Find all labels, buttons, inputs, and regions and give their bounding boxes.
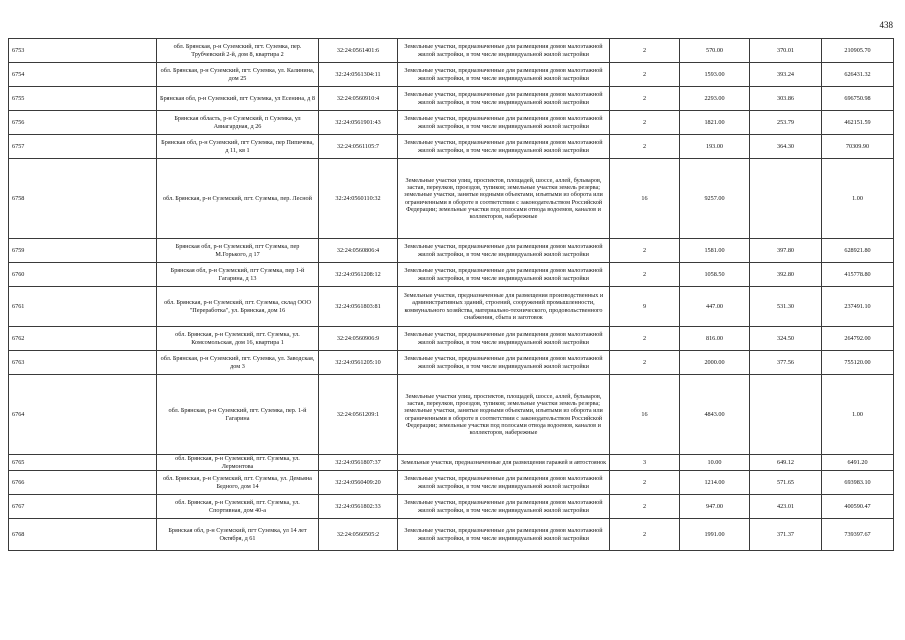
area-cell: 570.00 bbox=[680, 39, 750, 63]
specific-value-cell: 649.12 bbox=[750, 455, 822, 471]
land-use-cell: Земельные участки, предназначенные для размещения домов малоэтажной жилой застройки, в том числе индивидуальной жилой застройки bbox=[398, 87, 610, 111]
specific-value-cell: 370.01 bbox=[750, 39, 822, 63]
address-cell: обл. Брянская, р-н Суземский, пгт. Суземка, пер. 1-й Гагарина bbox=[157, 375, 319, 455]
use-group-cell: 2 bbox=[610, 111, 680, 135]
table-row bbox=[9, 87, 894, 111]
cadastral-number-cell: 32:24:0561205:10 bbox=[319, 351, 398, 375]
land-use-cell: Земельные участки, предназначенные для размещения домов малоэтажной жилой застройки, в том числе индивидуальной жилой застройки bbox=[398, 519, 610, 551]
row-number: 6758 bbox=[9, 159, 157, 239]
table-row bbox=[9, 159, 894, 239]
row-number: 6754 bbox=[9, 63, 157, 87]
address-cell: обл. Брянская, р-н Суземский, пгт. Суземка, ул. Комсомольская, дом 16, квартира 1 bbox=[157, 327, 319, 351]
land-use-cell: Земельные участки, предназначенные для размещения домов малоэтажной жилой застройки, в том числе индивидуальной жилой застройки bbox=[398, 471, 610, 495]
use-group-cell: 9 bbox=[610, 287, 680, 327]
address-cell: Брянская обл, р-н Суземский, пгт Суземка, пер М.Горького, д 17 bbox=[157, 239, 319, 263]
cadastral-number-cell: 32:24:0560806:4 bbox=[319, 239, 398, 263]
cadastral-value-cell: 210905.70 bbox=[822, 39, 894, 63]
cadastral-value-cell: 462151.59 bbox=[822, 111, 894, 135]
address-cell: Брянская обл, р-н Суземский, пгт Суземка, пер 1-й Гагарина, д 13 bbox=[157, 263, 319, 287]
cadastral-number-cell: 32:24:0560910:4 bbox=[319, 87, 398, 111]
use-group-cell: 2 bbox=[610, 239, 680, 263]
cadastral-value-cell: 6491.20 bbox=[822, 455, 894, 471]
specific-value-cell: 364.30 bbox=[750, 135, 822, 159]
cadastral-value-cell: 739397.67 bbox=[822, 519, 894, 551]
cadastral-value-cell: 70309.90 bbox=[822, 135, 894, 159]
cadastral-value-cell: 264792.00 bbox=[822, 327, 894, 351]
cadastral-number-cell: 32:24:0560906:9 bbox=[319, 327, 398, 351]
land-use-cell: Земельные участки, предназначенные для размещения домов малоэтажной жилой застройки, в том числе индивидуальной жилой застройки bbox=[398, 239, 610, 263]
specific-value-cell: 397.80 bbox=[750, 239, 822, 263]
row-number: 6766 bbox=[9, 471, 157, 495]
table-row bbox=[9, 327, 894, 351]
table-row bbox=[9, 455, 894, 471]
table-row bbox=[9, 519, 894, 551]
row-number: 6764 bbox=[9, 375, 157, 455]
area-cell: 2293.00 bbox=[680, 87, 750, 111]
table-row bbox=[9, 63, 894, 87]
cadastral-number-cell: 32:24:0560505:2 bbox=[319, 519, 398, 551]
use-group-cell: 2 bbox=[610, 39, 680, 63]
area-cell: 1821.00 bbox=[680, 111, 750, 135]
cadastral-number-cell: 32:24:0561802:33 bbox=[319, 495, 398, 519]
area-cell: 10.00 bbox=[680, 455, 750, 471]
address-cell: Брянская область, р-н Суземский, п Суземка, ул Авиагардная, д 26 bbox=[157, 111, 319, 135]
address-cell: обл. Брянская, р-н Суземский, пгт. Суземка, ул. Калинина, дом 25 bbox=[157, 63, 319, 87]
area-cell: 1991.00 bbox=[680, 519, 750, 551]
cadastral-number-cell: 32:24:0561105:7 bbox=[319, 135, 398, 159]
specific-value-cell bbox=[750, 159, 822, 239]
specific-value-cell: 377.56 bbox=[750, 351, 822, 375]
cadastral-value-cell: 626431.32 bbox=[822, 63, 894, 87]
row-number: 6765 bbox=[9, 455, 157, 471]
specific-value-cell: 571.65 bbox=[750, 471, 822, 495]
address-cell: обл. Брянская, р-н Суземский, пгт. Суземка, склад ООО "Переработка", ул. Брянская, дом 16 bbox=[157, 287, 319, 327]
address-cell: обл. Брянская, р-н Суземский, пгт. Суземка, пер. Лесной bbox=[157, 159, 319, 239]
address-cell: Брянская обл, р-н Суземский, пгт Суземка, пер Пипичева, д 11, кв 1 bbox=[157, 135, 319, 159]
use-group-cell: 2 bbox=[610, 63, 680, 87]
cadastral-number-cell: 32:24:0561807:37 bbox=[319, 455, 398, 471]
area-cell: 1593.00 bbox=[680, 63, 750, 87]
use-group-cell: 2 bbox=[610, 87, 680, 111]
land-use-cell: Земельные участки, предназначенные для размещения домов малоэтажной жилой застройки, в том числе индивидуальной жилой застройки bbox=[398, 39, 610, 63]
table-row bbox=[9, 375, 894, 455]
area-cell: 4843.00 bbox=[680, 375, 750, 455]
row-number: 6762 bbox=[9, 327, 157, 351]
use-group-cell: 2 bbox=[610, 495, 680, 519]
area-cell: 447.00 bbox=[680, 287, 750, 327]
table-row bbox=[9, 39, 894, 63]
use-group-cell: 3 bbox=[610, 455, 680, 471]
area-cell: 2000.00 bbox=[680, 351, 750, 375]
land-use-cell: Земельные участки, предназначенные для размещения домов малоэтажной жилой застройки, в том числе индивидуальной жилой застройки bbox=[398, 63, 610, 87]
row-number: 6756 bbox=[9, 111, 157, 135]
address-cell: Брянская обл, р-н Суземский, пгт Суземка, ул Есенина, д 8 bbox=[157, 87, 319, 111]
land-use-cell: Земельные участки улиц, проспектов, площадей, шоссе, аллей, бульваров, застав, переулков, проездов, тупиков; земельные участки земель резерва; земельные участки, занятые водными объектами, изъятыми из оборота или ограниченными в обороте в соответствии с законодательством Российской Федерации; земельные участки под полосами отвода водоемов, каналов и коллекторов, набережные bbox=[398, 159, 610, 239]
address-cell: обл. Брянская, р-н Суземский, пгт. Суземка, ул. Лермонтова bbox=[157, 455, 319, 471]
table-row bbox=[9, 239, 894, 263]
use-group-cell: 16 bbox=[610, 159, 680, 239]
table-row bbox=[9, 495, 894, 519]
specific-value-cell: 324.50 bbox=[750, 327, 822, 351]
page-number: 438 bbox=[879, 20, 893, 30]
specific-value-cell: 423.01 bbox=[750, 495, 822, 519]
land-use-cell: Земельные участки, предназначенные для размещения домов малоэтажной жилой застройки, в том числе индивидуальной жилой застройки bbox=[398, 351, 610, 375]
use-group-cell: 2 bbox=[610, 519, 680, 551]
cadastral-number-cell: 32:24:0561209:1 bbox=[319, 375, 398, 455]
row-number: 6768 bbox=[9, 519, 157, 551]
area-cell: 1581.00 bbox=[680, 239, 750, 263]
area-cell: 816.00 bbox=[680, 327, 750, 351]
use-group-cell: 2 bbox=[610, 135, 680, 159]
row-number: 6767 bbox=[9, 495, 157, 519]
cadastral-value-cell: 755120.00 bbox=[822, 351, 894, 375]
cadastral-value-cell: 400590.47 bbox=[822, 495, 894, 519]
address-cell: Брянская обл, р-н Суземский, пгт Суземка, ул 14 лет Октября, д 61 bbox=[157, 519, 319, 551]
area-cell: 193.00 bbox=[680, 135, 750, 159]
cadastral-value-cell: 696750.98 bbox=[822, 87, 894, 111]
row-number: 6753 bbox=[9, 39, 157, 63]
table-row bbox=[9, 263, 894, 287]
table-row bbox=[9, 287, 894, 327]
row-number: 6757 bbox=[9, 135, 157, 159]
cadastral-value-cell: 415778.80 bbox=[822, 263, 894, 287]
cadastral-value-cell: 237491.10 bbox=[822, 287, 894, 327]
land-use-cell: Земельные участки, предназначенные для размещения домов малоэтажной жилой застройки, в том числе индивидуальной жилой застройки bbox=[398, 263, 610, 287]
cadastral-number-cell: 32:24:0560409:20 bbox=[319, 471, 398, 495]
land-use-cell: Земельные участки, предназначенные для размещения гаражей и автостоянок bbox=[398, 455, 610, 471]
table-row bbox=[9, 111, 894, 135]
row-number: 6755 bbox=[9, 87, 157, 111]
specific-value-cell: 393.24 bbox=[750, 63, 822, 87]
use-group-cell: 16 bbox=[610, 375, 680, 455]
area-cell: 947.00 bbox=[680, 495, 750, 519]
cadastral-value-cell: 1.00 bbox=[822, 159, 894, 239]
row-number: 6760 bbox=[9, 263, 157, 287]
land-use-cell: Земельные участки, предназначенные для размещения производственных и административных зданий, строений, сооружений промышленности, коммунального хозяйства, материально-технического, продовольственного снабжения, сбыта и заготовок bbox=[398, 287, 610, 327]
cadastral-number-cell: 32:24:0561208:12 bbox=[319, 263, 398, 287]
row-number: 6759 bbox=[9, 239, 157, 263]
area-cell: 9257.00 bbox=[680, 159, 750, 239]
table-row bbox=[9, 471, 894, 495]
cadastral-value-cell: 628921.80 bbox=[822, 239, 894, 263]
land-use-cell: Земельные участки, предназначенные для размещения домов малоэтажной жилой застройки, в том числе индивидуальной жилой застройки bbox=[398, 135, 610, 159]
cadastral-number-cell: 32:24:0561304:11 bbox=[319, 63, 398, 87]
address-cell: обл. Брянская, р-н Суземский, пгт. Суземка, ул. Демьяна Бедного, дом 14 bbox=[157, 471, 319, 495]
cadastral-value-cell: 1.00 bbox=[822, 375, 894, 455]
cadastral-number-cell: 32:24:0561901:43 bbox=[319, 111, 398, 135]
specific-value-cell: 303.86 bbox=[750, 87, 822, 111]
cadastral-value-cell: 693983.10 bbox=[822, 471, 894, 495]
address-cell: обл. Брянская, р-н Суземский, пгт. Суземка, ул. Заводская, дом 3 bbox=[157, 351, 319, 375]
specific-value-cell bbox=[750, 375, 822, 455]
use-group-cell: 2 bbox=[610, 471, 680, 495]
area-cell: 1214.00 bbox=[680, 471, 750, 495]
specific-value-cell: 392.80 bbox=[750, 263, 822, 287]
land-use-cell: Земельные участки, предназначенные для размещения домов малоэтажной жилой застройки, в том числе индивидуальной жилой застройки bbox=[398, 327, 610, 351]
area-cell: 1058.50 bbox=[680, 263, 750, 287]
land-use-cell: Земельные участки, предназначенные для размещения домов малоэтажной жилой застройки, в том числе индивидуальной жилой застройки bbox=[398, 495, 610, 519]
address-cell: обл. Брянская, р-н Суземский, пгт. Суземка, пер. Трубчевский 2-й, дом 8, квартира 2 bbox=[157, 39, 319, 63]
use-group-cell: 2 bbox=[610, 351, 680, 375]
specific-value-cell: 531.30 bbox=[750, 287, 822, 327]
cadastral-number-cell: 32:24:0561401:6 bbox=[319, 39, 398, 63]
use-group-cell: 2 bbox=[610, 327, 680, 351]
cadastral-table bbox=[8, 38, 894, 551]
specific-value-cell: 371.37 bbox=[750, 519, 822, 551]
row-number: 6761 bbox=[9, 287, 157, 327]
specific-value-cell: 253.79 bbox=[750, 111, 822, 135]
cadastral-number-cell: 32:24:0560110:32 bbox=[319, 159, 398, 239]
land-use-cell: Земельные участки, предназначенные для размещения домов малоэтажной жилой застройки, в том числе индивидуальной жилой застройки bbox=[398, 111, 610, 135]
land-use-cell: Земельные участки улиц, проспектов, площадей, шоссе, аллей, бульваров, застав, переулков, проездов, тупиков; земельные участки земель резерва; земельные участки, занятые водными объектами, изъятыми из оборота или ограниченными в обороте в соответствии с законодательством Российской Федерации; земельные участки под полосами отвода водоемов, каналов и коллекторов, набережные bbox=[398, 375, 610, 455]
address-cell: обл. Брянская, р-н Суземский, пгт. Суземка, ул. Спортивная, дом 40-а bbox=[157, 495, 319, 519]
table-row bbox=[9, 351, 894, 375]
use-group-cell: 2 bbox=[610, 263, 680, 287]
row-number: 6763 bbox=[9, 351, 157, 375]
cadastral-number-cell: 32:24:0561803:81 bbox=[319, 287, 398, 327]
table-row bbox=[9, 135, 894, 159]
